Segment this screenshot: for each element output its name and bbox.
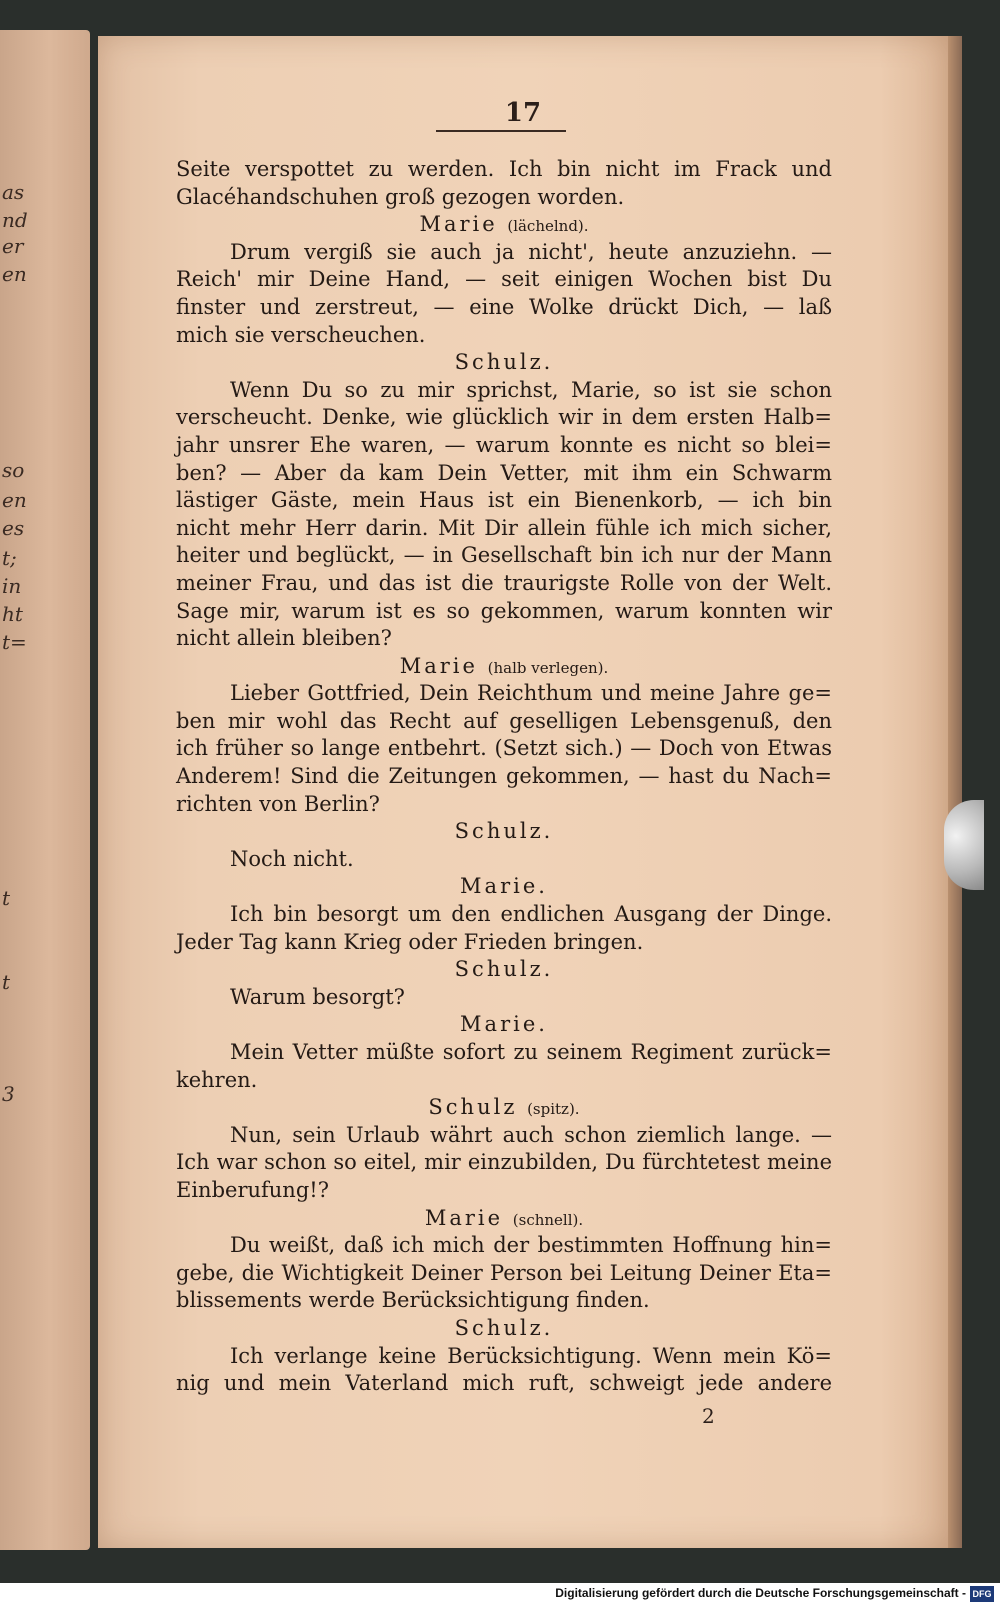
text-line: ich früher so lange entbehrt. (Setzt sich.) — Doch von Etwas <box>176 736 832 761</box>
stage-direction: (spitz). <box>527 1100 580 1119</box>
previous-page-fragment: in <box>2 574 22 598</box>
speaker-heading <box>176 653 832 681</box>
previous-page-fragment: es <box>2 516 25 540</box>
text-line: blissements werde Berücksichtigung finden. <box>176 1288 650 1313</box>
stage-direction: (schnell). <box>512 1210 584 1229</box>
header-rule <box>436 130 566 132</box>
previous-page-fragment: t <box>2 970 11 994</box>
speaker-heading <box>176 1315 832 1343</box>
text-line: Ich bin besorgt um den endlichen Ausgang der Dinge. <box>230 902 832 927</box>
speaker-name: Marie <box>419 212 498 237</box>
text-line: meiner Frau, und das ist die traurigste Rolle von der Welt. <box>176 570 832 595</box>
previous-page-fragment: en <box>2 488 27 512</box>
previous-page-fragment: t; <box>2 546 17 570</box>
text-line: mich sie verscheuchen. <box>176 322 426 347</box>
speaker-name: Marie. <box>460 874 548 899</box>
previous-page-fragment: t= <box>2 630 27 654</box>
page-number: 17 <box>504 98 542 128</box>
text-line: nicht mehr Herr darin. Mit Dir allein fühle ich mich sicher, <box>176 515 832 540</box>
text-line: Warum besorgt? <box>230 984 405 1009</box>
speaker-heading <box>176 956 832 984</box>
stage-direction: (lächelnd). <box>507 217 589 236</box>
previous-page-fragment: en <box>2 262 27 286</box>
text-line: ben? — Aber da kam Dein Vetter, mit ihm ein Schwarm <box>176 460 832 485</box>
text-line: verscheucht. Denke, wie glücklich wir in dem ersten Halb= <box>176 405 832 430</box>
stage-direction: (halb verlegen). <box>487 658 609 677</box>
speaker-name: Marie <box>399 653 478 678</box>
footer-bar <box>0 1583 1000 1607</box>
speaker-heading <box>176 873 832 901</box>
text-line: jahr unsrer Ehe waren, — warum konnte es nicht so blei= <box>176 432 832 457</box>
speaker-name: Schulz <box>428 1095 518 1120</box>
page-text <box>176 156 832 1398</box>
speaker-heading <box>176 349 832 377</box>
speaker-heading <box>176 1094 832 1122</box>
speaker-name: Marie. <box>460 1012 548 1037</box>
speaker-name: Schulz. <box>454 1315 554 1340</box>
previous-page-fragment: as <box>2 180 25 204</box>
text-line: gebe, die Wichtigkeit Deiner Person bei Leitung Deiner Eta= <box>176 1260 832 1285</box>
previous-page-fragment: 3 <box>2 1082 15 1106</box>
speaker-heading <box>176 818 832 846</box>
text-line: Nun, sein Urlaub währt auch schon ziemlich lange. — <box>230 1122 832 1147</box>
text-line: Wenn Du so zu mir sprichst, Marie, so ist sie schon <box>230 377 832 402</box>
previous-page-fragment: so <box>2 458 25 482</box>
speaker-heading <box>176 1011 832 1039</box>
text-line: Du weißt, daß ich mich der bestimmten Hoffnung hin= <box>230 1233 832 1258</box>
text-line: Mein Vetter müßte sofort zu seinem Regiment zurück= <box>230 1040 832 1064</box>
speaker-heading <box>176 1205 832 1233</box>
text-line: nig und mein Vaterland mich ruft, schweigt jede andere <box>176 1371 832 1396</box>
book-page <box>98 36 948 1548</box>
text-line: Reich' mir Deine Hand, — seit einigen Wochen bist Du <box>176 267 832 292</box>
dfg-logo: DFG <box>970 1586 994 1602</box>
previous-page-fragment: t <box>2 886 11 910</box>
speaker-name: Marie <box>424 1205 504 1230</box>
text-line: kehren. <box>176 1067 258 1092</box>
text-line: richten von Berlin? <box>176 791 380 816</box>
text-line: lästiger Gäste, mein Haus ist ein Bienenkorb, — ich bin <box>176 488 832 513</box>
text-line: Ich war schon so eitel, mir einzubilden, Du fürchtetest meine <box>176 1150 832 1175</box>
speaker-name: Schulz. <box>454 819 554 844</box>
text-line: Lieber Gottfried, Dein Reichthum und meine Jahre ge= <box>230 681 832 706</box>
text-line: Noch nicht. <box>230 846 354 871</box>
text-line: nicht allein bleiben? <box>176 626 392 651</box>
text-line: Jeder Tag kann Krieg oder Frieden bringen. <box>176 929 644 954</box>
speaker-name: Schulz. <box>454 350 554 375</box>
text-line: Drum vergiß sie auch ja nicht', heute anzuziehn. — <box>230 239 832 264</box>
text-line: heiter und beglückt, — in Gesellschaft bin ich nur der Mann <box>176 543 832 568</box>
previous-page-fragment: ht <box>2 602 23 626</box>
text-line: Ich verlange keine Berücksichtigung. Wenn mein Kö= <box>230 1343 832 1368</box>
previous-page-fragment: nd <box>2 208 28 232</box>
text-line: finster und zerstreut, — eine Wolke drückt Dich, — laß <box>176 294 832 319</box>
previous-page-fragment: er <box>2 234 24 258</box>
book-clip <box>944 800 984 890</box>
text-line: Glacéhandschuhen groß gezogen worden. <box>176 184 625 209</box>
text-line: ben mir wohl das Recht auf geselligen Lebensgenuß, den <box>176 708 832 733</box>
previous-page-edge <box>0 30 90 1550</box>
speaker-name: Schulz. <box>454 957 554 982</box>
speaker-heading <box>176 211 832 239</box>
signature-mark: 2 <box>702 1404 715 1428</box>
page-edge <box>948 36 962 1548</box>
text-line: Sage mir, warum ist es so gekommen, warum konnten wir <box>176 598 832 623</box>
text-line: Seite verspottet zu werden. Ich bin nicht im Frack und <box>176 157 832 181</box>
text-line: Anderem! Sind die Zeitungen gekommen, — hast du Nach= <box>176 764 832 789</box>
footer-credit: Digitalisierung gefördert durch die Deutsche Forschungsgemeinschaft - <box>555 1586 966 1600</box>
text-line: Einberufung!? <box>176 1177 329 1202</box>
